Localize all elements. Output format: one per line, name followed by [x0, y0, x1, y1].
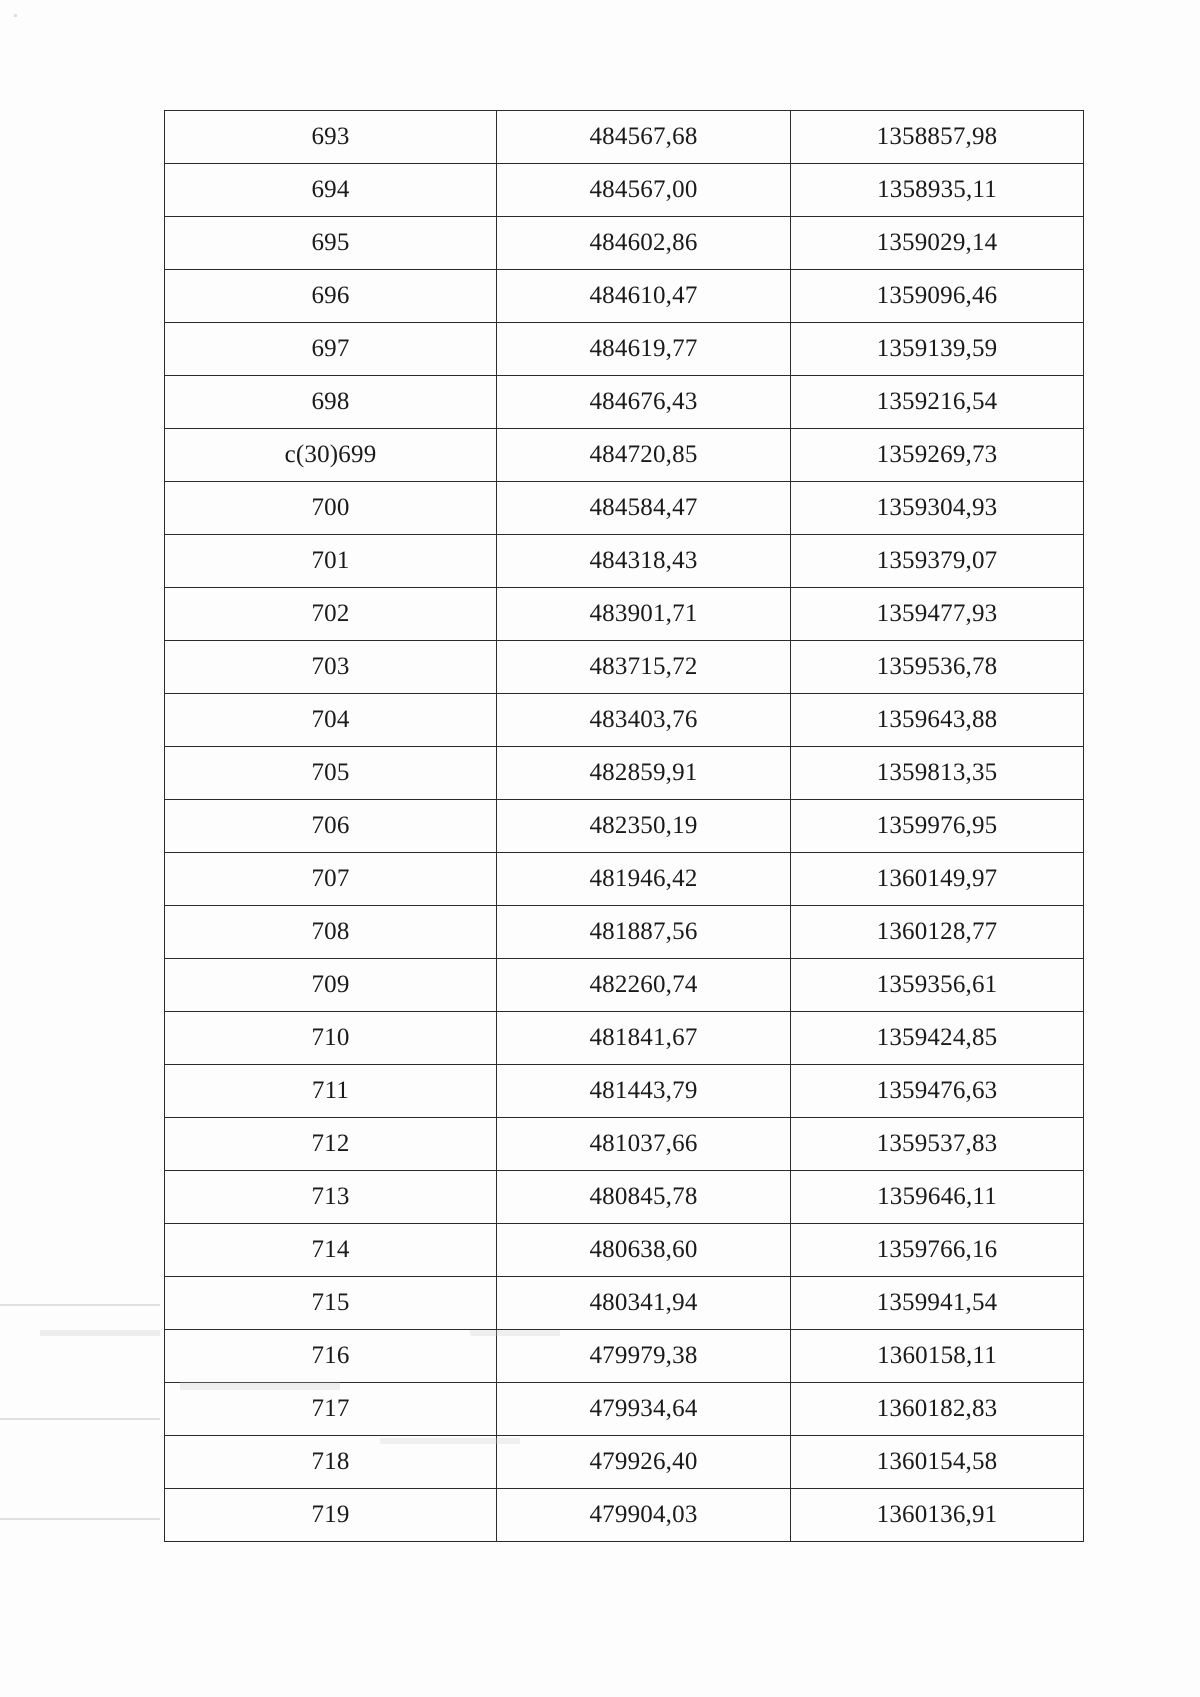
table-row — [165, 800, 1084, 853]
point-cell: 698 — [165, 376, 497, 429]
table-row — [165, 747, 1084, 800]
y-coordinate-cell: 1359536,78 — [791, 641, 1084, 694]
point-cell: 708 — [165, 906, 497, 959]
point-cell: 700 — [165, 482, 497, 535]
x-coordinate-cell: 484610,47 — [497, 270, 791, 323]
table-row — [165, 588, 1084, 641]
point-cell: 712 — [165, 1118, 497, 1171]
table-row — [165, 906, 1084, 959]
table-row — [165, 1277, 1084, 1330]
y-coordinate-cell: 1359379,07 — [791, 535, 1084, 588]
x-coordinate-cell: 484584,47 — [497, 482, 791, 535]
y-coordinate-cell: 1359424,85 — [791, 1012, 1084, 1065]
point-cell: 710 — [165, 1012, 497, 1065]
y-coordinate-cell: 1359476,63 — [791, 1065, 1084, 1118]
x-coordinate-cell: 481037,66 — [497, 1118, 791, 1171]
y-coordinate-cell: 1359976,95 — [791, 800, 1084, 853]
table-row — [165, 1330, 1084, 1383]
x-coordinate-cell: 481443,79 — [497, 1065, 791, 1118]
y-coordinate-cell: 1359029,14 — [791, 217, 1084, 270]
y-coordinate-cell: 1360154,58 — [791, 1436, 1084, 1489]
y-coordinate-cell: 1360182,83 — [791, 1383, 1084, 1436]
point-cell: 696 — [165, 270, 497, 323]
y-coordinate-cell: 1360128,77 — [791, 906, 1084, 959]
x-coordinate-cell: 479904,03 — [497, 1489, 791, 1542]
table-row — [165, 270, 1084, 323]
x-coordinate-cell: 484720,85 — [497, 429, 791, 482]
point-cell: 716 — [165, 1330, 497, 1383]
table-row — [165, 641, 1084, 694]
scan-artifact-smudge — [180, 1382, 340, 1390]
table-row — [165, 1436, 1084, 1489]
table-row — [165, 164, 1084, 217]
point-cell: 714 — [165, 1224, 497, 1277]
scan-artifact-smudge — [470, 1330, 560, 1336]
table-row — [165, 1383, 1084, 1436]
x-coordinate-cell: 484676,43 — [497, 376, 791, 429]
x-coordinate-cell: 484318,43 — [497, 535, 791, 588]
table-row — [165, 1065, 1084, 1118]
y-coordinate-cell: 1359304,93 — [791, 482, 1084, 535]
point-cell: c(30)699 — [165, 429, 497, 482]
x-coordinate-cell: 479934,64 — [497, 1383, 791, 1436]
point-cell: 713 — [165, 1171, 497, 1224]
x-coordinate-cell: 484602,86 — [497, 217, 791, 270]
point-cell: 709 — [165, 959, 497, 1012]
scan-artifact-smudge — [40, 1330, 160, 1336]
x-coordinate-cell: 480845,78 — [497, 1171, 791, 1224]
x-coordinate-cell: 484567,68 — [497, 111, 791, 164]
x-coordinate-cell: 484619,77 — [497, 323, 791, 376]
point-cell: 693 — [165, 111, 497, 164]
point-cell: 703 — [165, 641, 497, 694]
table-row — [165, 959, 1084, 1012]
table-row — [165, 694, 1084, 747]
point-cell: 711 — [165, 1065, 497, 1118]
x-coordinate-cell: 481887,56 — [497, 906, 791, 959]
y-coordinate-cell: 1360136,91 — [791, 1489, 1084, 1542]
y-coordinate-cell: 1359941,54 — [791, 1277, 1084, 1330]
table-row — [165, 853, 1084, 906]
y-coordinate-cell: 1358857,98 — [791, 111, 1084, 164]
x-coordinate-cell: 484567,00 — [497, 164, 791, 217]
point-cell: 695 — [165, 217, 497, 270]
point-cell: 717 — [165, 1383, 497, 1436]
y-coordinate-cell: 1359216,54 — [791, 376, 1084, 429]
point-cell: 697 — [165, 323, 497, 376]
point-cell: 701 — [165, 535, 497, 588]
y-coordinate-cell: 1359643,88 — [791, 694, 1084, 747]
x-coordinate-cell: 482859,91 — [497, 747, 791, 800]
scan-artifact-line — [0, 1304, 160, 1306]
y-coordinate-cell: 1360149,97 — [791, 853, 1084, 906]
x-coordinate-cell: 480341,94 — [497, 1277, 791, 1330]
x-coordinate-cell: 483403,76 — [497, 694, 791, 747]
point-cell: 715 — [165, 1277, 497, 1330]
point-cell: 706 — [165, 800, 497, 853]
y-coordinate-cell: 1359096,46 — [791, 270, 1084, 323]
point-cell: 694 — [165, 164, 497, 217]
y-coordinate-cell: 1359477,93 — [791, 588, 1084, 641]
table-row — [165, 217, 1084, 270]
table-row — [165, 1171, 1084, 1224]
x-coordinate-cell: 483901,71 — [497, 588, 791, 641]
x-coordinate-cell: 481946,42 — [497, 853, 791, 906]
table-row — [165, 1489, 1084, 1542]
point-cell: 707 — [165, 853, 497, 906]
point-cell: 704 — [165, 694, 497, 747]
y-coordinate-cell: 1360158,11 — [791, 1330, 1084, 1383]
scan-artifact-smudge — [380, 1438, 520, 1444]
table-row — [165, 429, 1084, 482]
table-row — [165, 1224, 1084, 1277]
x-coordinate-cell: 479979,38 — [497, 1330, 791, 1383]
point-cell: 719 — [165, 1489, 497, 1542]
table-row — [165, 482, 1084, 535]
x-coordinate-cell: 479926,40 — [497, 1436, 791, 1489]
table-row — [165, 323, 1084, 376]
table-row — [165, 1118, 1084, 1171]
x-coordinate-cell: 482350,19 — [497, 800, 791, 853]
x-coordinate-cell: 482260,74 — [497, 959, 791, 1012]
y-coordinate-cell: 1359269,73 — [791, 429, 1084, 482]
table-row — [165, 535, 1084, 588]
x-coordinate-cell: 483715,72 — [497, 641, 791, 694]
point-cell: 718 — [165, 1436, 497, 1489]
x-coordinate-cell: 480638,60 — [497, 1224, 791, 1277]
scan-artifact-line — [0, 1418, 160, 1420]
scan-speck — [14, 14, 17, 17]
y-coordinate-cell: 1359139,59 — [791, 323, 1084, 376]
point-cell: 702 — [165, 588, 497, 641]
y-coordinate-cell: 1359766,16 — [791, 1224, 1084, 1277]
table-row — [165, 111, 1084, 164]
y-coordinate-cell: 1358935,11 — [791, 164, 1084, 217]
y-coordinate-cell: 1359646,11 — [791, 1171, 1084, 1224]
table-row — [165, 1012, 1084, 1065]
y-coordinate-cell: 1359813,35 — [791, 747, 1084, 800]
y-coordinate-cell: 1359537,83 — [791, 1118, 1084, 1171]
y-coordinate-cell: 1359356,61 — [791, 959, 1084, 1012]
coordinates-table — [164, 110, 1084, 1542]
table-row — [165, 376, 1084, 429]
scan-artifact-line — [0, 1518, 160, 1520]
x-coordinate-cell: 481841,67 — [497, 1012, 791, 1065]
point-cell: 705 — [165, 747, 497, 800]
